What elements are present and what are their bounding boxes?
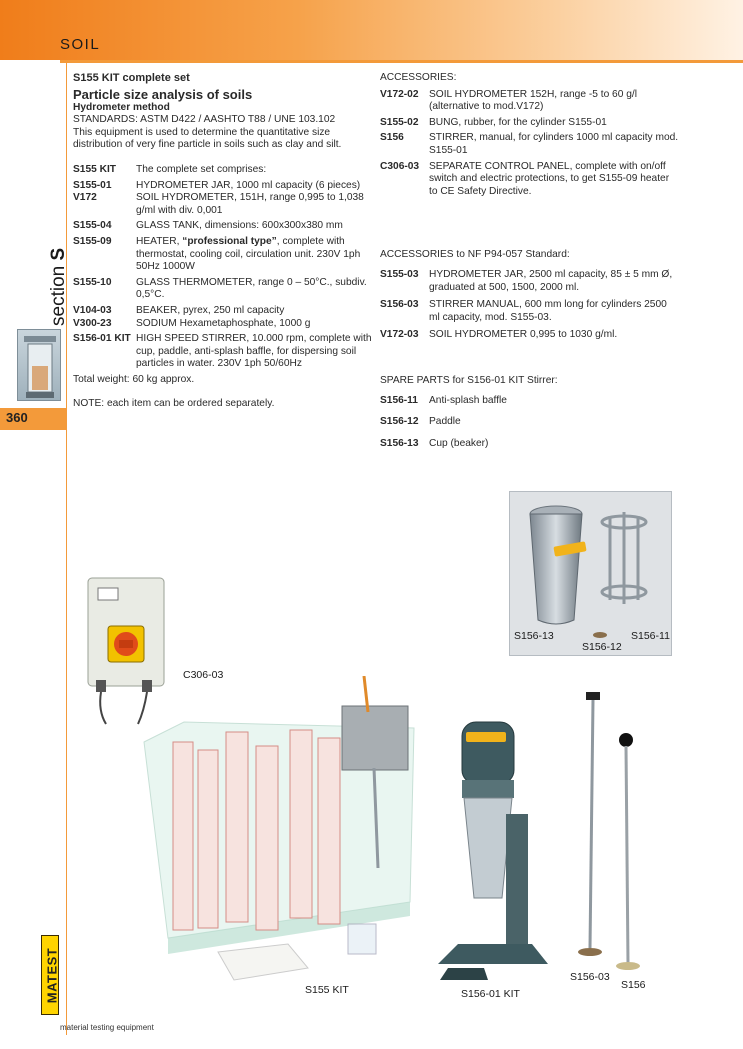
spare-part-desc: Cup (beaker)	[429, 437, 489, 449]
intro-paragraph: This equipment is used to determine the quantitative size distribution of very fine particle in soils such as clay and silt.	[73, 126, 342, 151]
spare-part-row	[380, 416, 680, 429]
section-word: section	[48, 265, 69, 326]
caption-cup: S156-13	[514, 630, 554, 642]
accessory-row	[380, 89, 680, 114]
item-row	[73, 277, 373, 302]
item-row	[73, 318, 373, 331]
item-row	[73, 180, 373, 193]
method-subtitle: Hydrometer method	[73, 101, 170, 113]
margin-rule	[66, 63, 67, 1035]
caption-stirrer-kit: S156-01 KIT	[461, 988, 520, 1000]
spare-part-code: S156-13	[380, 437, 419, 449]
item-desc-pre: HEATER,	[136, 235, 183, 247]
matest-logo-text: MATEST	[44, 947, 60, 1004]
section-letter: S	[48, 247, 69, 261]
item-code: S155-04	[73, 220, 112, 232]
spare-part-row	[380, 395, 680, 408]
nf-accessory-desc: HYDROMETER JAR, 2500 ml capacity, 85 ± 5 mm Ø, graduated at 500, 1500, 2000 ml.	[429, 268, 673, 293]
nf-accessories-heading: ACCESSORIES to NF P94-057 Standard:	[380, 249, 570, 261]
footer-tagline: material testing equipment	[60, 1023, 154, 1032]
spare-part-row	[380, 438, 680, 451]
item-row	[73, 236, 373, 274]
item-code: S156-01 KIT	[73, 333, 131, 345]
page-category-title: SOIL	[60, 36, 101, 53]
accessory-row	[380, 132, 680, 157]
item-row	[73, 333, 373, 371]
spare-part-code: S156-11	[380, 394, 418, 406]
accessory-code: C306-03	[380, 160, 420, 172]
item-desc: The complete set comprises:	[136, 163, 267, 175]
item-code: S155-09	[73, 235, 112, 247]
accessory-code: S155-02	[380, 116, 419, 128]
item-desc	[136, 236, 373, 274]
section-label	[48, 216, 70, 326]
header-band	[0, 0, 743, 60]
hydrometer-kit-photo	[138, 676, 416, 982]
nf-accessory-code: S155-03	[380, 268, 419, 280]
page-number: 360	[6, 410, 28, 425]
kit-code-title: S155 KIT complete set	[73, 72, 190, 84]
nf-accessory-desc: SOIL HYDROMETER 0,995 to 1030 g/ml.	[429, 329, 618, 341]
nf-accessory-code: V172-03	[380, 329, 419, 341]
accessory-row	[380, 117, 680, 130]
item-code: V172	[73, 192, 97, 204]
product-description	[73, 72, 373, 411]
accessory-code: S156	[380, 132, 404, 144]
item-desc: SODIUM Hexametaphosphate, 1000 g	[136, 317, 311, 329]
matest-logo	[41, 935, 59, 1015]
standards-line: STANDARDS: ASTM D422 / AASHTO T88 / UNE 103.102	[73, 114, 336, 126]
product-title: Particle size analysis of soils	[73, 86, 253, 102]
spare-parts-heading: SPARE PARTS for S156-01 KIT Stirrer:	[380, 374, 558, 386]
accessories-heading: ACCESSORIES:	[380, 72, 457, 83]
item-row	[73, 305, 373, 318]
nf-accessory-row	[380, 299, 680, 324]
item-code: S155-01	[73, 179, 112, 191]
accessory-desc: STIRRER, manual, for cylinders 1000 ml capacity mod. S155-01	[429, 132, 679, 156]
item-desc: HYDROMETER JAR, 1000 ml capacity (6 pieces)	[136, 179, 361, 191]
section-tab	[44, 220, 68, 330]
nf-accessory-row	[380, 329, 680, 342]
accessory-desc: SOIL HYDROMETER 152H, range -5 to 60 g/l (alternative to mod.V172)	[429, 88, 637, 113]
section-thumbnail-photo	[17, 329, 61, 401]
item-code: V300-23	[73, 317, 112, 329]
item-code: S155-10	[73, 276, 112, 288]
item-desc: GLASS TANK, dimensions: 600x300x380 mm	[136, 220, 343, 232]
accessory-code: V172-02	[380, 88, 419, 100]
caption-control-panel: C306-03	[183, 669, 224, 681]
caption-manual-stirrer: S156	[621, 979, 646, 991]
item-desc-emphasis: “professional type”	[182, 235, 277, 247]
order-note: NOTE: each item can be ordered separately.	[73, 398, 275, 410]
spare-part-desc: Paddle	[429, 416, 461, 428]
spare-part-desc: Anti-splash baffle	[429, 394, 507, 406]
caption-kit: S155 KIT	[305, 984, 349, 996]
accessory-desc: SEPARATE CONTROL PANEL, complete with on/off switch and electric protections, to get S155-09 heater to CE Safety Directive.	[429, 160, 670, 197]
total-weight: Total weight: 60 kg approx.	[73, 373, 195, 385]
caption-paddle: S156-12	[582, 641, 622, 653]
accessory-row	[380, 161, 680, 199]
nf-accessory-row	[380, 269, 680, 294]
spare-part-code: S156-12	[380, 416, 419, 428]
item-code: V104-03	[73, 304, 112, 316]
item-row	[73, 220, 373, 233]
high-speed-stirrer-photo	[428, 718, 560, 984]
item-code: S155 KIT	[73, 163, 117, 175]
item-desc: GLASS THERMOMETER, range 0 – 50°C., subdiv. 0,5°C.	[136, 276, 367, 301]
item-row	[73, 164, 373, 177]
item-desc-post: , complete with thermostat, cooling coil, circulation unit. 230V 1ph 50Hz 1000W	[136, 235, 361, 273]
accessory-desc: BUNG, rubber, for the cylinder S155-01	[429, 116, 607, 128]
item-desc: BEAKER, pyrex, 250 ml capacity	[136, 304, 285, 316]
caption-baffle: S156-11	[631, 630, 670, 642]
item-row	[73, 192, 373, 217]
item-desc: SOIL HYDROMETER, 151H, range 0,995 to 1,038 g/ml with div. 0,001	[136, 192, 364, 216]
item-desc: HIGH SPEED STIRRER, 10.000 rpm, complete with cup, paddle, anti-splash baffle, for dispersing soil particles in water. 230V 1ph 50/60Hz	[136, 333, 372, 370]
nf-accessory-desc: STIRRER MANUAL, 600 mm long for cylinders 2500 ml capacity, mod. S155-03.	[429, 299, 667, 323]
nf-accessory-code: S156-03	[380, 299, 419, 311]
header-rule	[60, 60, 743, 63]
accessories-column	[380, 72, 680, 453]
caption-stirrer-600mm: S156-03	[570, 971, 610, 983]
manual-stirrers-photo	[566, 690, 648, 974]
